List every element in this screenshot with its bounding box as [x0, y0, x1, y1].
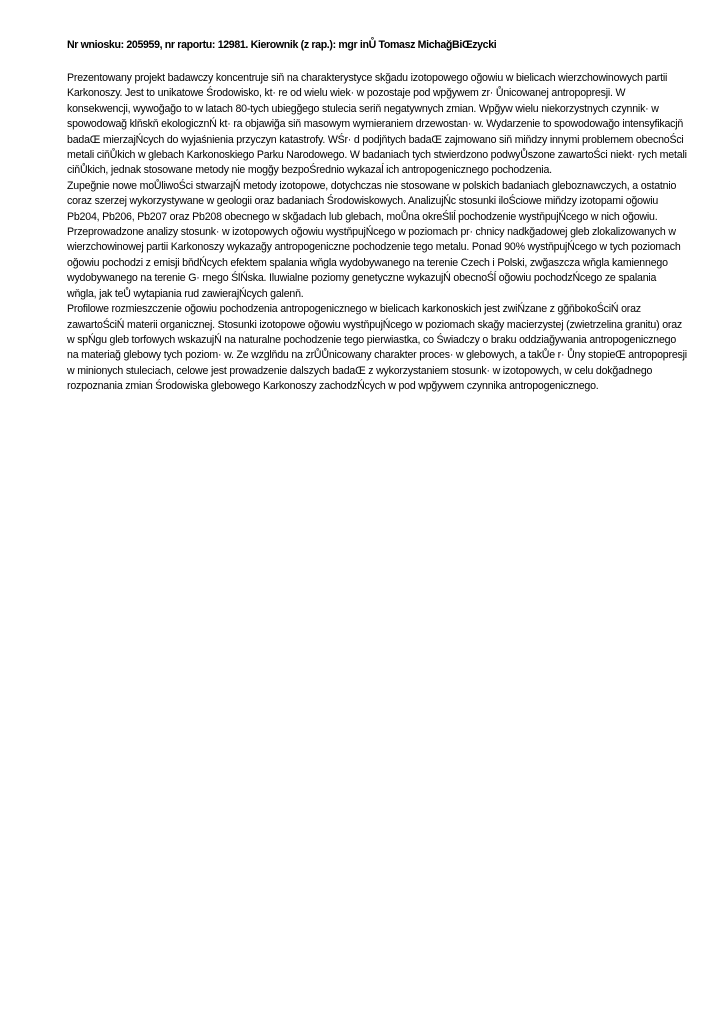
paragraph-results: Przeprowadzone analizy stosunk· w izotopowych oğowiu wystňpujŃcego w poziomach pr· chnicy nadkğadowej gleb zlokalizowanych w wierzchowinowej partii Karkonoszy wykazağy antropogeniczne pochodzenie tego metalu. Ponad 90% wystňpujŃcego w tych poziomach oğowiu pochodzi z emisji bňdŃcych efektem spalania wňgla wydobywanego na terenie Czech i Polski, zwğaszcza wňgla kamiennego wydobywanego na terenie G· rnego ŚlŃska. Iluwialne poziomy genetyczne wykazujŃ obecnoŚĺ oğowiu pochodzŃcego ze spalania wňgla, jak teŮ wytapiania rud zawierajŃcych galenň.	[67, 226, 681, 300]
report-header: Nr wniosku: 205959, nr raportu: 12981. Kierownik (z rap.): mgr inŮ Tomasz MichağBiŒzycki	[67, 39, 497, 51]
paragraph-intro: Prezentowany projekt badawczy koncentruje siň na charakterystyce skğadu izotopowego oğowiu w bielicach wierzchowinowych partii Karkonoszy. Jest to unikatowe Środowisko, kt· re od wielu wiek· w pozostaje pod wpğywem zr· Ůnicowanej antropopresji. W konsekwencji, wywoğağo to w latach 80-tych ubiegğego stulecia seriň negatywnych zmian. Wpğyw wielu niekorzystnych czynnik· w spowodowağ klňskň ekologicznŃ kt· ra objawiğa siň masowym wymieraniem drzewostan· w. Wydarzenie to spowodowağo intensyfikacjň badaŒ mierzajŃcych do wyjaśnienia przyczyn katastrofy. WŚr· d podjňtych badaŒ zajmowano siň miňdzy innymi problemem obecnoŚci metali ciňŮkich w glebach Karkonoskiego Parku Narodowego. W badaniach tych stwierdzono podwyŮszone zawartoŚci niekt· rych metali ciňŮkich, jednak stosowane metody nie mogğy bezpoŚrednio wykazaĺ ich antropogenicznego pochodzenia.	[67, 72, 687, 177]
report-body	[67, 71, 688, 395]
paragraph-conclusions: Profilowe rozmieszczenie oğowiu pochodzenia antropogenicznego w bielicach karkonoskich jest zwiŃzane z gğňbokoŚciŃ oraz zawartoŚciŃ materii organicznej. Stosunki izotopowe oğowiu wystňpujŃcego w poziomach skağy macierzystej (zwietrzelina granitu) oraz w spŃgu gleb torfowych wskazujŃ na naturalne pochodzenie tego pierwiastka, co Świadczy o braku oddziağywania antropogenicznego na materiağ glebowy tych poziom· w. Ze wzglňdu na zrŮŮnicowany charakter proces· w glebowych, a takŮe r· Ůny stopieŒ antropopresji w minionych stuleciach, celowe jest prowadzenie dalszych badaŒ z wykorzystaniem stosunk· w izotopowych, w celu dokğadnego rozpoznania zmian Środowiska glebowego Karkonoszy zachodzŃcych w pod wpğywem czynnika antropogenicznego.	[67, 303, 687, 393]
paragraph-methods: Zupeğnie nowe moŮliwoŚci stwarzajŃ metody izotopowe, dotychczas nie stosowane w polskich badaniach gleboznawczych, a ostatnio coraz szerzej wykorzystywane w geologii oraz badaniach Środowiskowych. AnalizujŃc stosunki iloŚciowe miňdzy izotopami oğowiu Pb204, Pb206, Pb207 oraz Pb208 obecnego w skğadach lub glebach, moŮna okreŚliĺ pochodzenie wystňpujŃcego w nich oğowiu.	[67, 179, 677, 223]
